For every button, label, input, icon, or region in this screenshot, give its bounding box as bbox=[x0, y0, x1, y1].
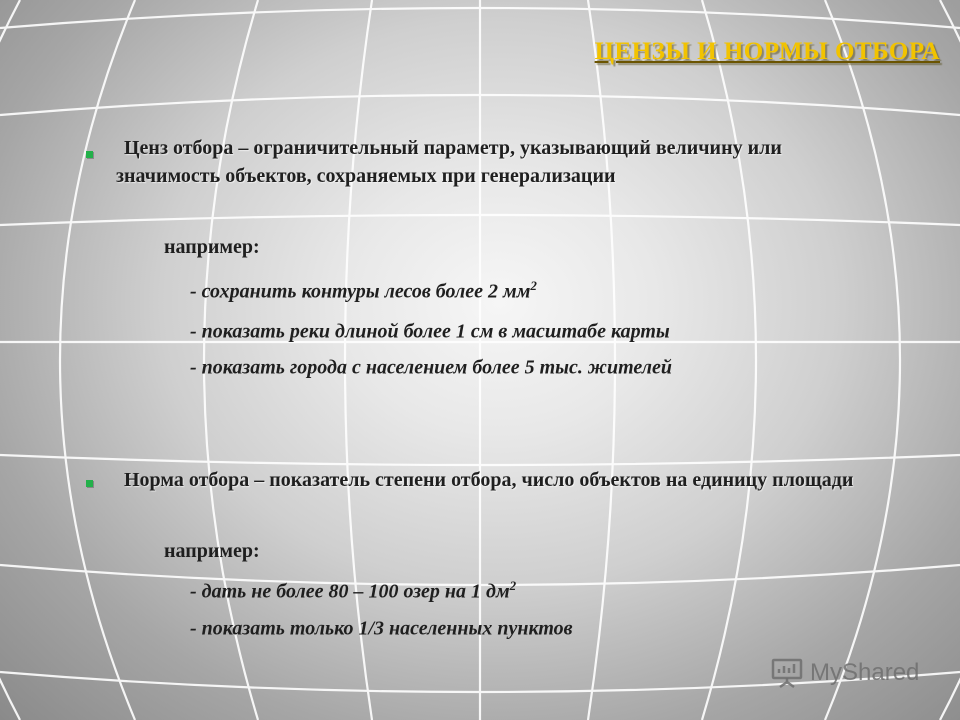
example-label: например: bbox=[164, 236, 260, 258]
example-item: - сохранить контуры лесов более 2 $мм^2$ bbox=[190, 278, 537, 303]
slide-title: ЦЕНЗЫ И НОРМЫ ОТБОРА bbox=[594, 38, 940, 65]
census-definition: Ценз отбора – ограничительный параметр, указывающий величину или значимость объектов, сохраняемых при генерализации bbox=[116, 137, 782, 187]
watermark-text: MyShared bbox=[810, 659, 920, 686]
example-label: например: bbox=[164, 540, 260, 562]
example-item: - показать только 1/3 населенных пунктов bbox=[190, 617, 573, 640]
bullet-icon bbox=[86, 480, 93, 487]
myshared-watermark bbox=[770, 655, 919, 691]
norm-definition: Норма отбора – показатель степени отбора, число объектов на единицу площади bbox=[124, 469, 854, 491]
presentation-board-icon bbox=[770, 657, 804, 689]
bullet-icon bbox=[86, 151, 93, 158]
example-item: - показать реки длиной более 1 см в масштабе карты bbox=[190, 320, 670, 343]
example-item: - показать города с населением более 5 тыс. жителей bbox=[190, 356, 673, 379]
example-item: - дать не более 80 – 100 озер на 1 $дм^2$ bbox=[190, 578, 517, 603]
